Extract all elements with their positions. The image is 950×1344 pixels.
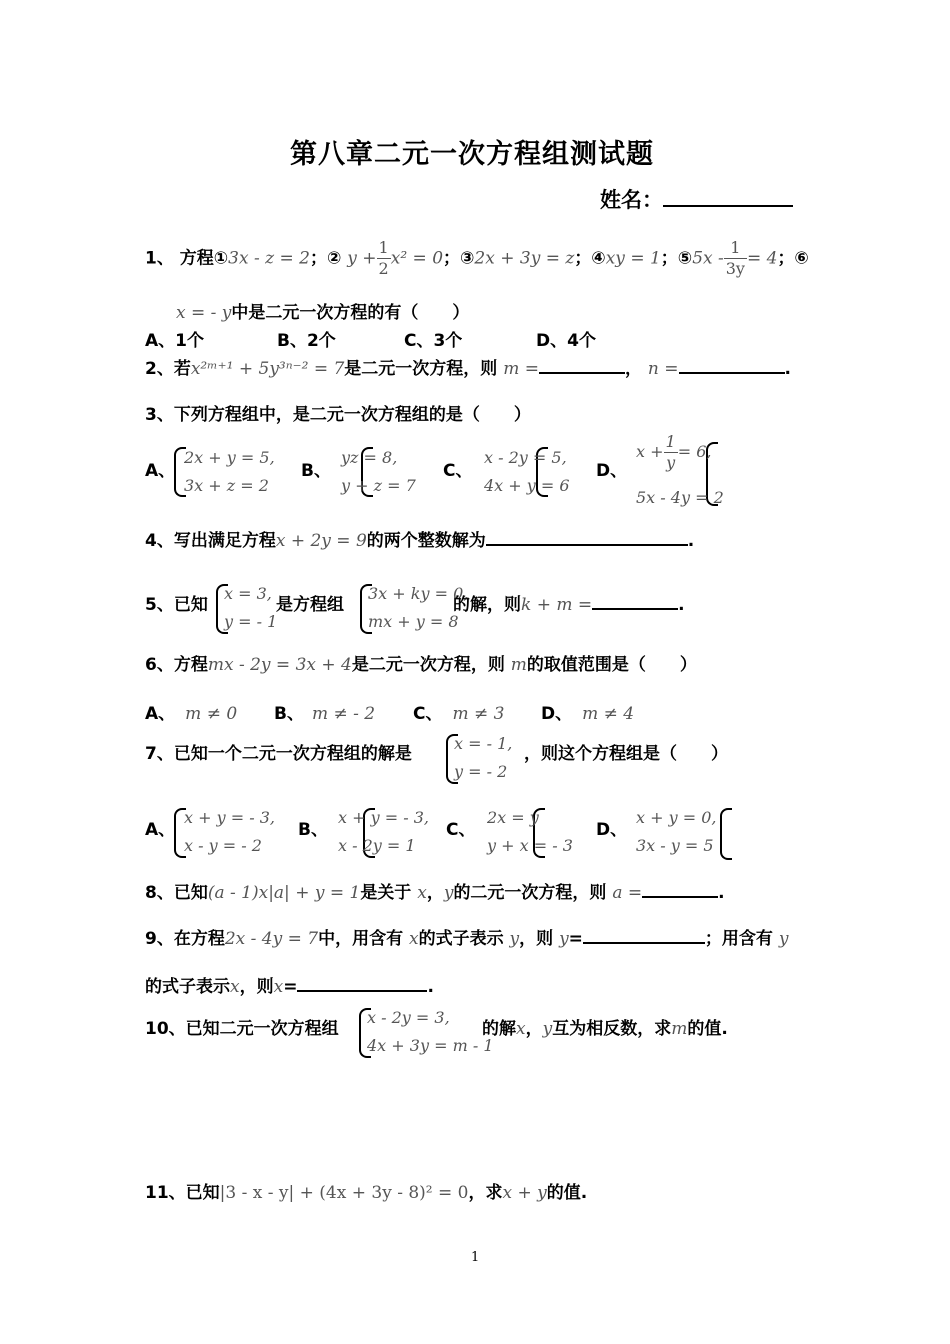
q10-y: y [542,1019,553,1039]
q6-opt-d: m ≠ 4 [582,704,635,724]
q1-sep2: ；③ [443,248,475,269]
q7-label-d[interactable]: D、 [596,820,628,840]
question-3: 3、下列方程组中，是二元一次方程组的是（ ） [145,405,531,425]
q3-a-eq1: 2x + y = 5, [184,448,275,467]
q6-opt-a: m ≠ 0 [185,704,238,724]
q6-expr: mx - 2y = 3x + 4 [207,655,352,675]
q6-label-a: A、 [145,704,176,724]
q9-t3: ，则 [519,929,554,949]
q2-end: . [784,359,791,379]
q1-number: 1、 [145,248,174,269]
q3-b-eq1: yz = 8, [341,448,398,467]
q9-t5: ；用含有 [704,929,773,949]
q9-line2 [145,972,434,997]
q9-x2: x [230,977,240,997]
q5-sys-eq1: 3x + ky = 0, [368,584,469,603]
q3-d-top-b: = 6, [677,442,712,461]
q1-sep4: ；⑤ [660,248,693,269]
q1-eq2a: y + [347,248,377,269]
q1-eq1: 3x - z = 2 [228,248,310,269]
q3-label-b[interactable]: B、 [301,461,331,481]
q8-x: x [417,883,427,903]
q7-b-eq1: x + y = - 3, [338,808,429,827]
q7-a-eq2: x - y = - 2 [184,836,262,855]
q1-option-a[interactable]: A、1个 [145,331,204,351]
q11-t1: ，求 [468,1183,503,1203]
q2-m-blank[interactable] [539,354,625,374]
q9-y: y [509,929,520,949]
q3-a-eq2: 3x + z = 2 [184,476,269,495]
q3-d-frac-num: 1 [665,432,676,451]
q9-expr: 2x - 4y = 7 [224,929,319,949]
q1-line2 [176,298,469,323]
q7-solution [454,730,512,786]
q3-c-eq2: 4x + y = 6 [484,476,570,495]
q3-c-eq1: x - 2y = 5, [484,448,567,467]
q6-option-b[interactable] [274,699,375,724]
q3-label-c[interactable]: C、 [443,461,473,481]
q6-tail: 的取值范围是（ ） [526,655,697,675]
q6-label-d: D、 [541,704,573,724]
q5-end: . [678,595,685,615]
q10-t2: 互为相反数，求 [552,1019,672,1039]
q7-d-eq2: 3x - y = 5 [636,836,714,855]
q3-d-eq2: 5x - 4y = 2 [636,488,724,507]
q4-end: . [687,531,695,551]
q7-sol-x: x = - 1, [454,734,513,753]
q9-end: . [427,977,434,997]
q1-eq2b: x² = 0 [390,248,444,269]
q9-number: 9、在方程 [145,929,225,949]
q5-tail: 的解，则 [453,595,521,615]
q5-tail-line [453,590,685,615]
q1-eq6: x = - y [176,303,232,323]
q1-eq5b: = 4 [746,248,778,269]
q5-expr: k + m = [521,595,593,615]
q1-lead: 方程① [179,248,229,269]
q9-x-blank[interactable] [297,972,427,992]
q7-label-c[interactable]: C、 [446,820,476,840]
q7-label-b[interactable]: B、 [298,820,328,840]
q8-tail: 的二元一次方程，则 [453,883,607,903]
q3-a-system [184,444,275,500]
q1-option-b[interactable]: B、2个 [277,331,336,351]
q1-eq2-frac [377,240,391,277]
q3-c-system [484,444,570,500]
q10-number: 10、已知二元一次方程组 [145,1019,339,1039]
q1-option-c[interactable]: C、3个 [404,331,463,351]
q2-comma: ， [625,359,642,379]
q10-tail-line [482,1014,728,1039]
q9-x3: x [273,977,284,997]
q7-a-system [184,804,275,860]
q6-option-a[interactable] [145,699,237,724]
q7-d-brace [720,808,732,860]
q2-number: 2、若 [145,359,191,379]
q3-d-eq1 [636,434,711,471]
q5-sol-x: x = 3, [224,584,272,603]
page-number: 1 [471,1250,480,1265]
question-1 [145,240,809,277]
q6-option-c[interactable] [413,699,504,724]
q11-expr2: x + y [502,1183,547,1203]
question-11 [145,1178,587,1203]
q9-t4: = [568,929,583,949]
q8-a-eq: a = [612,883,643,903]
q3-label-a[interactable]: A、 [145,461,176,481]
q5-number: 5、已知 [145,595,208,615]
q9-line2b: ，则 [239,977,274,997]
q6-var: m [510,655,527,675]
q6-opt-b: m ≠ - 2 [311,704,376,724]
q10-t3: 的值. [687,1019,728,1039]
q7-c-eq2: y + x = - 3 [487,836,573,855]
q7-sol-y: y = - 2 [454,762,508,781]
question-8 [145,878,725,903]
q7-d-system [636,804,716,860]
q1-eq4: xy = 1 [605,248,661,269]
name-blank[interactable] [663,187,793,207]
q9-x: x [409,929,419,949]
question-6 [145,650,697,675]
q1-frac5-den: 3y [725,259,745,278]
q7-b-system [338,804,429,860]
name-label: 姓名： [600,188,663,212]
q4-blank[interactable] [486,526,688,546]
q7-tail: ，则这个方程组是（ ） [524,744,728,764]
q9-t2: 的式子表示 [418,929,504,949]
q1-eq3: 2x + 3y = z [474,248,575,269]
q10-eq1: x - 2y = 3, [367,1008,450,1027]
q10-system [367,1004,494,1060]
q9-line2c: = [283,977,298,997]
q1-eq5-frac [724,240,747,277]
q5-blank[interactable] [592,590,678,610]
q7-d-eq1: x + y = 0, [636,808,717,827]
q7-c-eq1: 2x = y [487,808,539,827]
q10-t1: 的解 [482,1019,516,1039]
q10-eq2: 4x + 3y = m - 1 [367,1036,494,1055]
q11-number: 11、已知 [145,1183,220,1203]
q2-expr: x²ᵐ⁺¹ + 5y³ⁿ⁻² = 7 [190,359,345,379]
q3-d-frac-den: y [666,453,676,472]
q10-m: m [671,1019,688,1039]
q8-end: . [718,883,725,903]
q6-label-c: C、 [413,704,443,724]
q3-label-d[interactable]: D、 [596,461,628,481]
question-9 [145,924,788,949]
q1-sep3: ；④ [574,248,606,269]
page-title: 第八章二元一次方程组测试题 [290,139,654,170]
q7-a-eq1: x + y = - 3, [184,808,275,827]
q4-expr: x + 2y = 9 [275,531,367,551]
q8-y: y [443,883,454,903]
q7-c-system [487,804,573,860]
question-2 [145,354,791,379]
q8-mid: 是关于 [360,883,412,903]
q9-y3: y [778,929,789,949]
q7-b-eq2: x - 2y = 1 [338,836,416,855]
q5-solution [224,580,277,636]
q3-b-eq2: y + z = 7 [341,476,416,495]
q1-sep1: ；② [309,248,342,269]
q2-n-blank[interactable] [679,354,785,374]
q5-mid: 是方程组 [276,595,344,615]
q6-label-b: B、 [274,704,304,724]
q11-t2: 的值. [546,1183,588,1203]
q8-number: 8、已知 [145,883,208,903]
q7-number: 7、已知一个二元一次方程组的解是 [145,744,412,764]
question-4 [145,526,694,551]
q1-frac-den: 2 [378,259,389,278]
q3-d-top-a: x + [636,442,664,461]
q9-t1: 中，用含有 [318,929,404,949]
q4-tail: 的两个整数解为 [366,531,486,551]
q6-mid: 是二元一次方程，则 [351,655,505,675]
q5-sol-y: y = - 1 [224,612,278,631]
q8-blank[interactable] [642,878,718,898]
q4-text: 4、写出满足方程 [145,531,276,551]
q1-frac-num: 1 [378,238,389,257]
q5-sys-eq2: mx + y = 8 [368,612,459,631]
q1-tail: 中是二元一次方程的有（ ） [231,303,470,323]
q11-expr: |3 - x - y| + (4x + 3y - 8)² = 0 [219,1183,469,1203]
q2-n-eq: n = [647,359,679,379]
q9-line2a: 的式子表示 [145,977,230,997]
q3-d-frac [664,434,678,471]
q6-option-d[interactable] [541,699,634,724]
q6-number: 6、方程 [145,655,208,675]
name-field [600,184,793,214]
q1-sep5: ；⑥ [777,248,809,269]
q1-frac5-num: 1 [724,240,747,259]
q8-expr: (a - 1)x|a| + y = 1 [207,883,361,903]
q2-mid: 是二元一次方程，则 [344,359,498,379]
q10-comma: ， [525,1019,543,1039]
q9-y2: y [559,929,569,949]
q8-comma: ， [426,883,444,903]
q1-eq5a: 5x - [692,248,724,269]
q10-x: x [516,1019,526,1039]
q3-b-system [341,444,416,500]
q7-label-a[interactable]: A、 [145,820,176,840]
q2-m-eq: m = [503,359,539,379]
q9-y-blank[interactable] [583,924,705,944]
q6-opt-c: m ≠ 3 [452,704,505,724]
q1-option-d[interactable]: D、4个 [536,331,596,351]
